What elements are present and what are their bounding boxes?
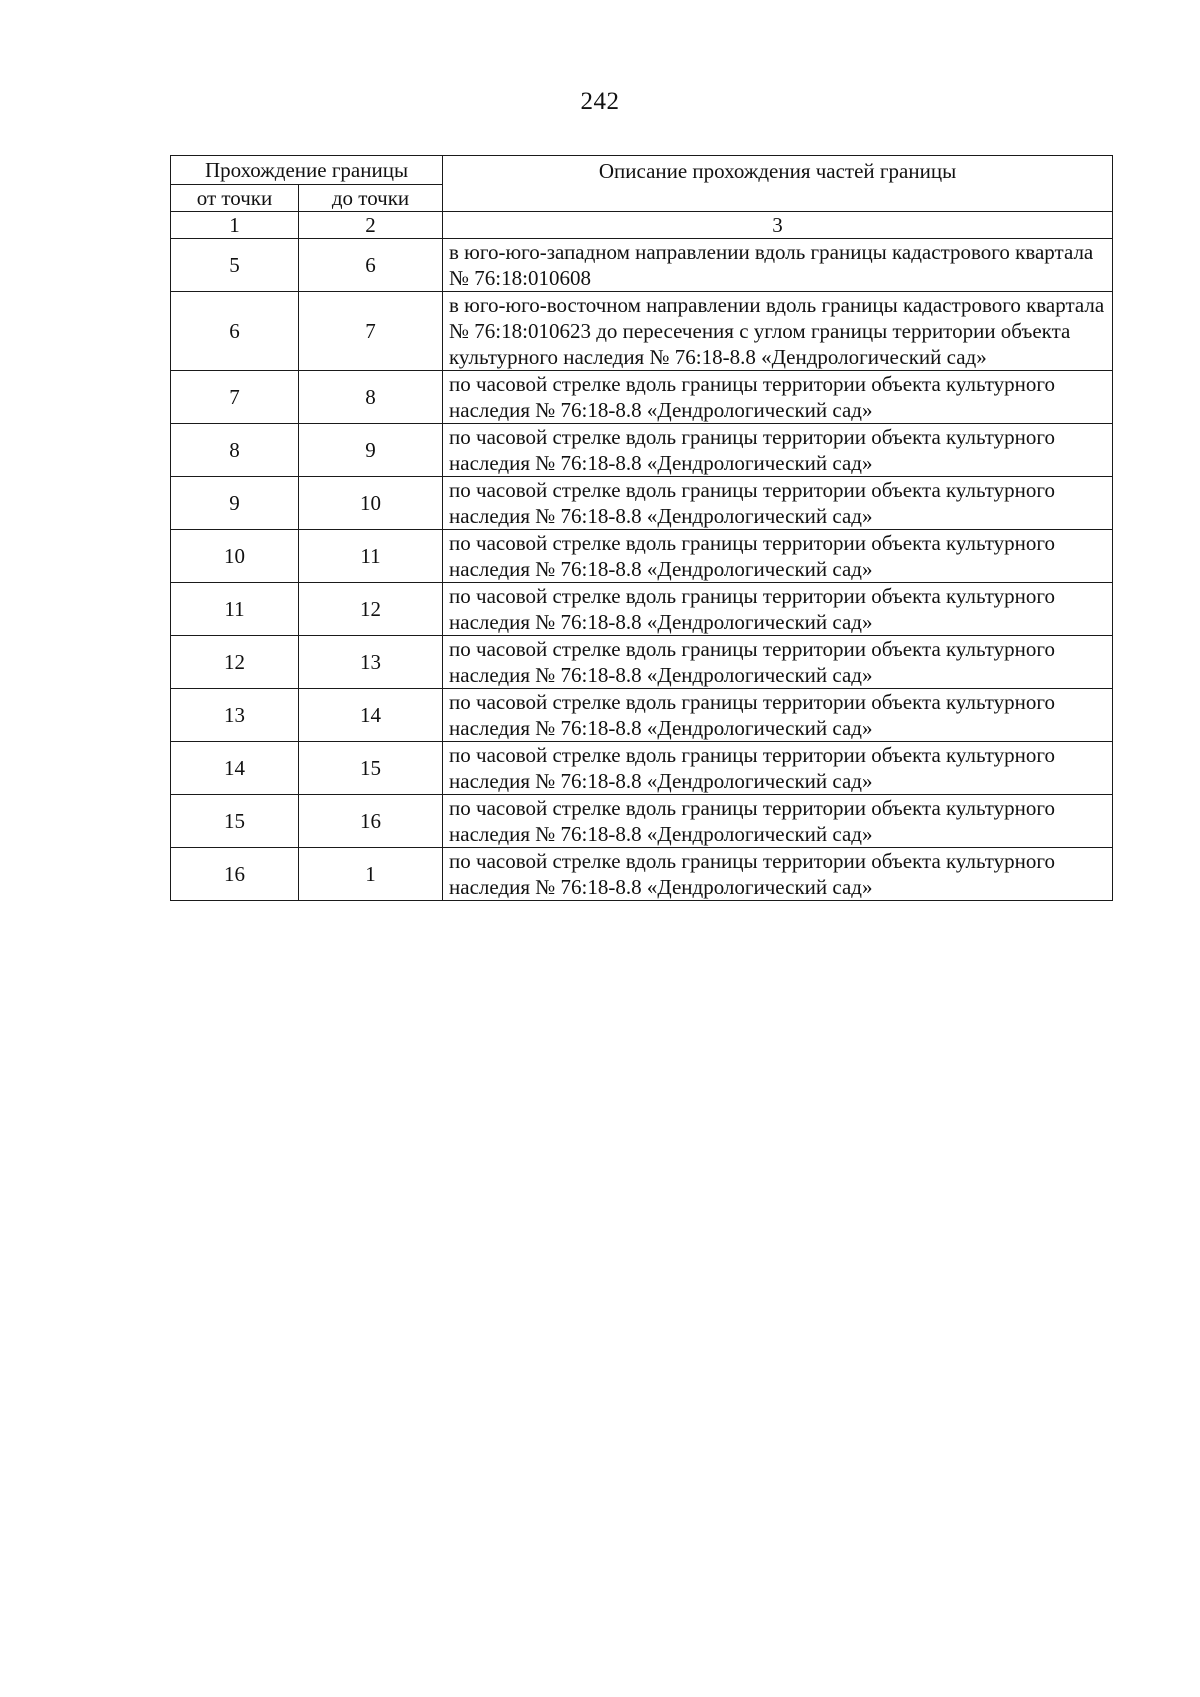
row-to-point: 15 [299, 742, 443, 795]
row-to-point: 16 [299, 795, 443, 848]
row-from-point: 6 [171, 292, 299, 371]
row-to-point: 1 [299, 848, 443, 901]
row-from-point: 15 [171, 795, 299, 848]
row-description: по часовой стрелке вдоль границы территории объекта культурного наследия № 76:18-8.8 «Дендрологический сад» [443, 424, 1113, 477]
row-to-point: 7 [299, 292, 443, 371]
table-row [171, 530, 1113, 583]
row-from-point: 12 [171, 636, 299, 689]
row-from-point: 7 [171, 371, 299, 424]
row-description: по часовой стрелке вдоль границы территории объекта культурного наследия № 76:18-8.8 «Дендрологический сад» [443, 477, 1113, 530]
table-row [171, 636, 1113, 689]
table-row [171, 795, 1113, 848]
header-row-numbers [171, 212, 1113, 239]
row-description: по часовой стрелке вдоль границы территории объекта культурного наследия № 76:18-8.8 «Дендрологический сад» [443, 583, 1113, 636]
table-row [171, 583, 1113, 636]
header-col-number-1: 1 [171, 212, 299, 239]
row-description: по часовой стрелке вдоль границы территории объекта культурного наследия № 76:18-8.8 «Дендрологический сад» [443, 848, 1113, 901]
row-from-point: 11 [171, 583, 299, 636]
row-description: по часовой стрелке вдоль границы территории объекта культурного наследия № 76:18-8.8 «Дендрологический сад» [443, 636, 1113, 689]
row-to-point: 12 [299, 583, 443, 636]
row-from-point: 8 [171, 424, 299, 477]
table-row [171, 424, 1113, 477]
header-boundary-passage: Прохождение границы [171, 156, 443, 185]
table-row [171, 689, 1113, 742]
row-from-point: 5 [171, 239, 299, 292]
row-from-point: 14 [171, 742, 299, 795]
header-col-number-2: 2 [299, 212, 443, 239]
row-from-point: 13 [171, 689, 299, 742]
header-from-point: от точки [171, 185, 299, 212]
row-from-point: 16 [171, 848, 299, 901]
row-to-point: 13 [299, 636, 443, 689]
header-to-point: до точки [299, 185, 443, 212]
row-description: по часовой стрелке вдоль границы территории объекта культурного наследия № 76:18-8.8 «Дендрологический сад» [443, 530, 1113, 583]
header-col-number-3: 3 [443, 212, 1113, 239]
table-body [171, 239, 1113, 901]
row-to-point: 9 [299, 424, 443, 477]
table-row [171, 371, 1113, 424]
row-description: по часовой стрелке вдоль границы территории объекта культурного наследия № 76:18-8.8 «Дендрологический сад» [443, 371, 1113, 424]
row-to-point: 8 [299, 371, 443, 424]
row-to-point: 14 [299, 689, 443, 742]
row-from-point: 9 [171, 477, 299, 530]
row-to-point: 10 [299, 477, 443, 530]
row-from-point: 10 [171, 530, 299, 583]
table-row [171, 239, 1113, 292]
table-row [171, 477, 1113, 530]
row-description: в юго-юго-западном направлении вдоль границы кадастрового квартала № 76:18:010608 [443, 239, 1113, 292]
row-description: по часовой стрелке вдоль границы территории объекта культурного наследия № 76:18-8.8 «Дендрологический сад» [443, 795, 1113, 848]
row-to-point: 6 [299, 239, 443, 292]
boundary-table [170, 155, 1113, 901]
header-description: Описание прохождения частей границы [443, 156, 1113, 212]
header-row-main [171, 156, 1113, 185]
row-to-point: 11 [299, 530, 443, 583]
table-row [171, 742, 1113, 795]
table-row [171, 848, 1113, 901]
page-number: 242 [580, 88, 620, 115]
table-row [171, 292, 1113, 371]
row-description: в юго-юго-восточном направлении вдоль границы кадастрового квартала № 76:18:010623 до пересечения с углом границы территории объекта культурного наследия № 76:18-8.8 «Дендрологический сад» [443, 292, 1113, 371]
row-description: по часовой стрелке вдоль границы территории объекта культурного наследия № 76:18-8.8 «Дендрологический сад» [443, 742, 1113, 795]
row-description: по часовой стрелке вдоль границы территории объекта культурного наследия № 76:18-8.8 «Дендрологический сад» [443, 689, 1113, 742]
